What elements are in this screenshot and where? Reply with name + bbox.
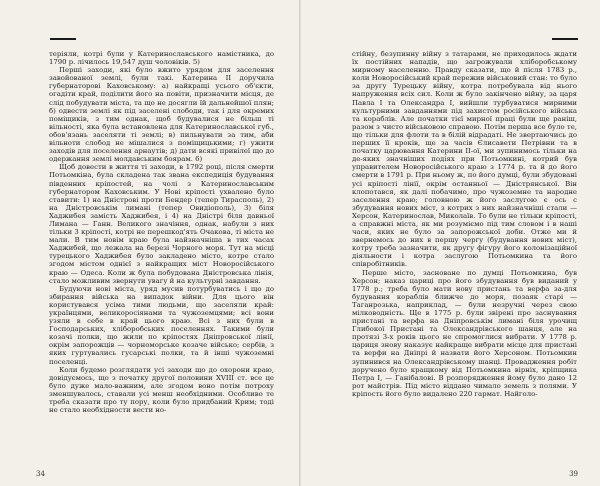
page-number: 39 xyxy=(569,470,578,478)
paragraph: Щоб довести в життя ті заходи, в 1792 році, після смерти Потьомкіна, була складена так звана експедиція будування південних кріпостей, на чолі з Катеринославським губернатором Каховським. У Нові кріпості ухвалено було ставити: 1) на Дністрові проти Бендер (тепер Тирасполь), 2) на Дністровськім лимані (тепер Овидіополь), 3) біля Хаджибея замість Хаджибея, і 4) на Дністрі біля давньої Лимана — Ганн. Великого значіння, однак, набули з них тільки 3 кріпості, котрі не перешкод'ять Очакова, ті міста не мали. В тим новім краю була найзначніша в тих часах Хаджибей, що лежала на березі Чорного моря. Тут на місці турецького Хаджибея було закладено місто, котре стало згодом містом однієї з найкращих міст Новоросійського краю — Одеса. Коли ж була побудована Дністровська лінія, стало можливим звернути увагу й на культурні завдання. xyxy=(49,163,274,285)
paragraph: теріяли, котрі були у Катеринославського намістника, до 1790 р. лічилось 19,547 душ чоловіків. 5) xyxy=(49,50,274,67)
paragraph: Будуючи нові міста, уряд мусив потурбуватись і що до збирання війська на випадок війни. Для цього він користувався усіма тими людьми, що заселяли край: українцями, великоросіянами та чужоземцями; всі вони узяли в себе в край цього краю. Всі з них були в Господарських, хліборобських поселеннях. Такими були козачі полки, що жили по кріпостях Дніпровської лінії, окрім запорожців — чорноморське козаче військо; сербів, з яких гуртувались гусарські полки, та й інші чужоземні поселенці. xyxy=(49,284,274,366)
header-rule xyxy=(50,38,76,40)
paragraph: Перше місто, засноване по думці Потьомкина, був Херсон; наказ цариці про його збудування був виданий у 1778 р.; треба було мати нову пристань та верфа за-для будування кораблів ближче до моря, позаяк старі — Таганрозька, наприклад, — були незручні через свою мілководність. Ще в 1775 р. були звірені про заснування пристані та верфа на Дніпровськім лимані біля урочищ Глибокої Пристані та Олександрівського шанця, але на протязі 3-х років цього не спромоглися вибрати. У 1778 р. цариця знову наказує найкраще вибрати місце для пристані та верфи на Дніпрі й назвати його Херсоном. Потьомкин зупинився на Олександрівському шанці. Провадження робіт доручено було кращкому від Потьомкина вірніх, кріпщика Петра І, — Ганібалові. В розпорядження йому було дано 12 рот майстрів. Під місто віддано чимало земель з полями. У кріпость його було видалено 220 гармат. Найголо- xyxy=(352,268,577,398)
paragraph: Перші заходи, які було вжито урядом для заселення завойованої землі, були такі. Катерина ІІ доручила губернаторові Каховському: а) найкращі усього об'єкти, огадіти край, поділити його на повіти, призначити місця, де слід побудувати міста, та що не досягли їй дальнейшої плян; б) одвести землі як під заселені слободи, так і для окремих поміщиків, з тим однак, щоб будувалися не більш ті вільностi, яка була встановлена для Катеринославської губ., обов'язань заселяти ті землі; в) пильнувати за тим, аби вільноти слобод не мішалися з поміщицькими; г) ужити заходів для поселення арнаутів; д) дати всякі привілеї що до одержання землі молдавським боярам. 6) xyxy=(49,66,274,164)
paragraph: стійну, безупинну війну з татарами, не приходилось ждати їх постійних нападів, що загрожували хліборобському мирному населенню. Правду сказати, що й після 1783 р., коли Новоросійський край пережив військовий стан: то було за другу Турецьку війну, котра потребувала від нього напруження всіх сил. Коли ж було закінчено війну, за царя Павла І та Олександра І, вийшли турбуватися мирними культурними завданнями під захистом російського війська та кораблів. Але початки тієї мирної праці були ще раніш, разом з чисто військовою справою. Потім перша все було те, що тільки для флоти та в білій відрадаті. Не звертаючись до перших її кроків, ще за часів Єлисавети Петрівни та в початку царювання Катерини ІІ-ої, ми зупинимось тільки на де-яких значніших подіях при Потьомкині, котрий був управителем Новоросійського краю з 1774 р. та й до його смерти в 1791 р. При ньому ж, по його думці, були збудовані усі кріпості лінії, окрім останньої — Дністрянської. Він клопотався, як далі побачимо, про чужоземне та народне заселення краю; головною ж його заслугою є ось с збудування нових міст, з котрих з них найзначніші стали — Херсон, Катеринослав, Миколаїв. То були не тільки кріпості, а справжні міста, як ми розуміємо під тим словом і в наші часи, яких не було за запорожської доби. Отже ми й звернемось до них в першу чергу (будування нових міст), котру треба зазначити, як другу фігуру його колонізаційної діяльности і котра заслугою Потьомкина та його співробітників. xyxy=(352,50,577,269)
left-page-text xyxy=(49,50,274,414)
header-rule xyxy=(552,38,578,40)
right-page-text xyxy=(352,50,577,398)
right-page xyxy=(300,0,600,486)
paragraph: Коли будемо розглядати усі заходи що до охорони краю, довідуємось, що з початку другої половини XVIII ст. все це було дуже мало-важним, але згодом воно потім потроху зменшувалось, ставали усі менш необхідними. Особливо те треба сказати про ту пору, коли було придбаний Крим; тоді не стало необхідности вести но- xyxy=(49,365,274,415)
page-number: 34 xyxy=(36,470,45,478)
